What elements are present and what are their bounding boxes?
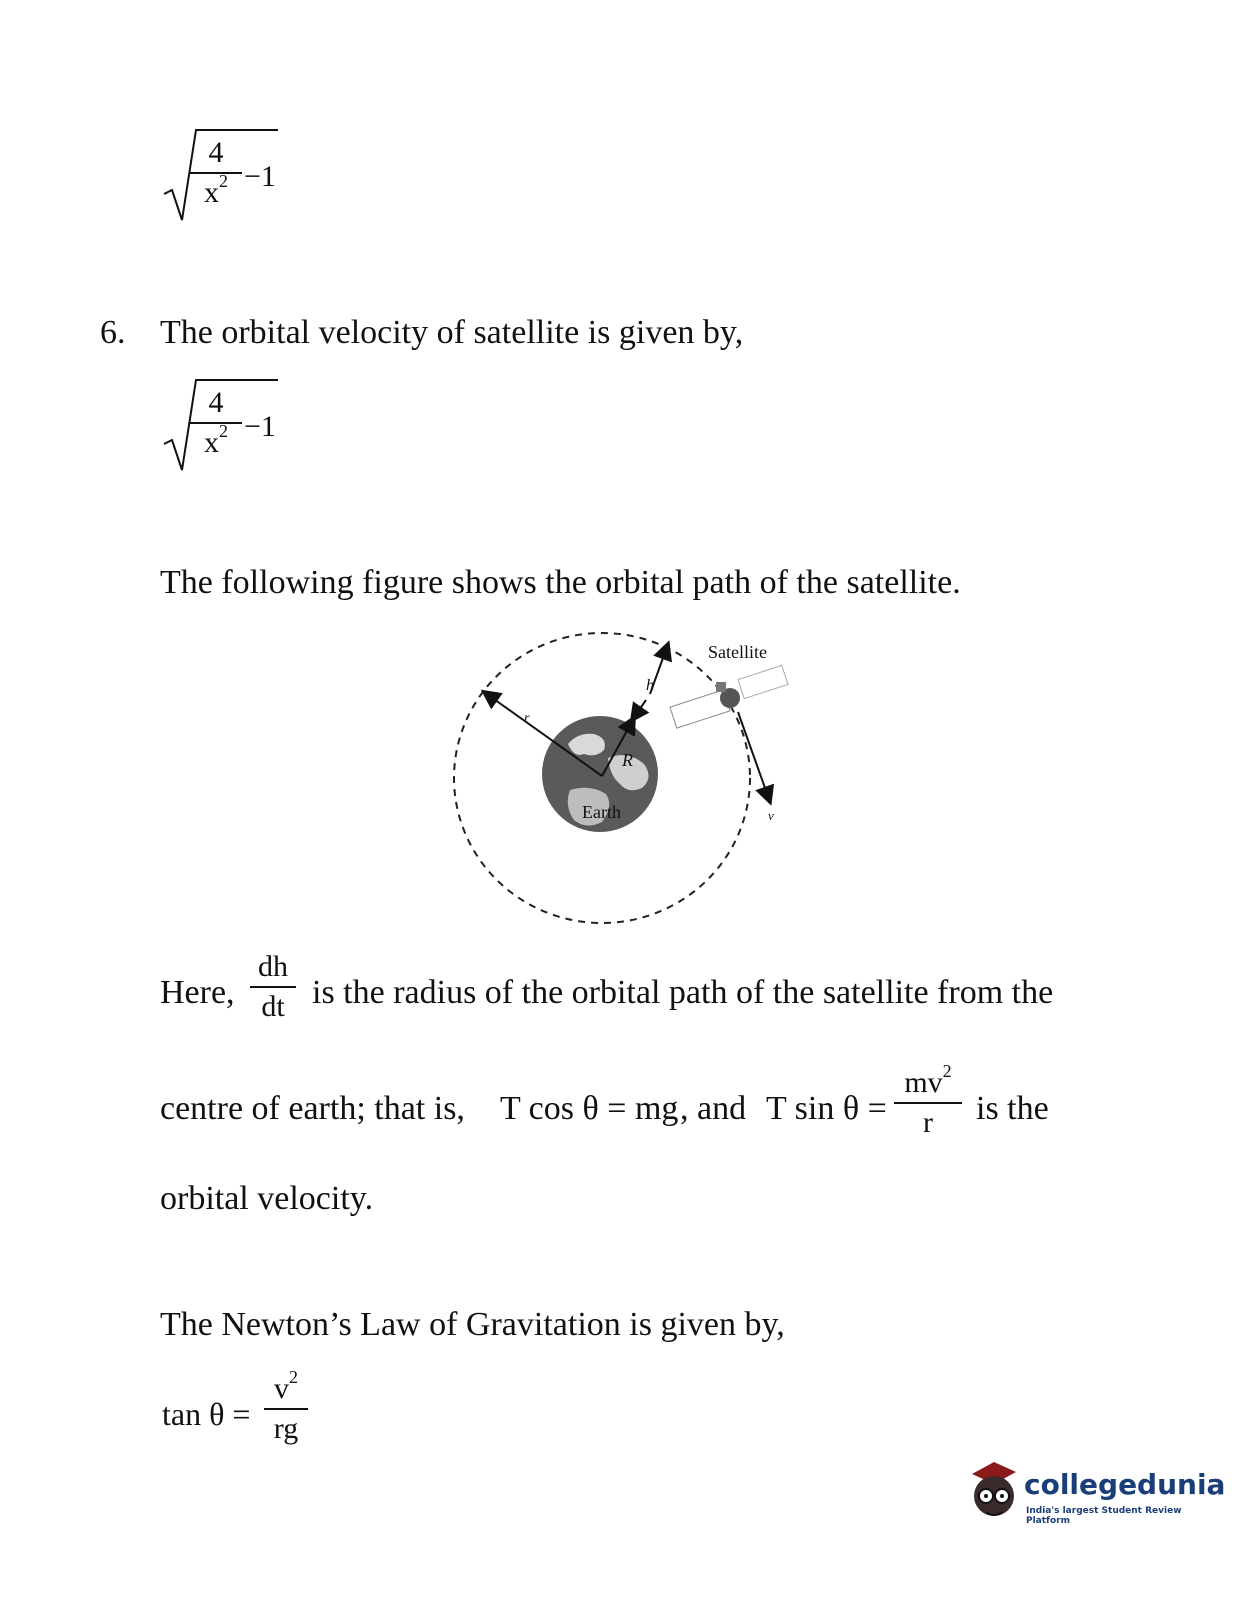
logo-name: collegedunia [1024,1468,1226,1501]
denominator: rg [273,1412,299,1445]
R-label: R [622,750,633,770]
numerator: mv [904,1066,943,1099]
equation-tsin: T sin θ = [766,1090,887,1127]
numerator: v [274,1372,289,1405]
para1-suffix: is the radius of the orbital path of the satellite from the [312,974,1054,1011]
numerator: 4 [208,386,224,419]
newton-law-text: The Newton’s Law of Gravitation is given by, [160,1306,785,1343]
denominator: x [204,176,219,209]
fraction-v2-over-rg [264,1367,308,1445]
h-label: h [646,677,654,694]
sqrt-expression-1 [160,124,280,224]
velocity-v-arrow [738,712,770,802]
exponent: 2 [942,1061,952,1081]
exponent: 2 [289,1367,298,1387]
equation-tcos: T cos θ = mg [500,1090,679,1127]
altitude-h-arrow-down [632,700,646,720]
fraction-dh-dt [250,952,296,1022]
v-label: v [768,808,774,823]
exponent: 2 [219,421,228,441]
sqrt-expression-2 [160,374,280,474]
denominator: x [204,426,219,459]
fraction-4-over-x2 [190,388,242,458]
para3-text: orbital velocity. [160,1180,374,1217]
para2-text3: is the [976,1090,1049,1127]
collegedunia-logo [964,1454,1226,1534]
question-text: The orbital velocity of satellite is given by, [160,314,744,351]
para2-text1: centre of earth; that is, [160,1090,465,1127]
para2-text2: , and [680,1090,747,1127]
logo-tagline: India's largest Student Review Platform [1026,1506,1182,1526]
numerator: 4 [208,136,224,169]
figure-caption: The following figure shows the orbital path of the satellite. [160,564,961,601]
orbit-diagram [440,618,820,928]
tan-theta-lhs: tan θ = [162,1396,251,1432]
satellite-label: Satellite [708,642,767,662]
r-label: r [524,711,530,726]
minus-one: −1 [244,160,276,193]
para1-prefix: Here, [160,974,235,1011]
denominator: r [923,1106,933,1139]
minus-one: −1 [244,410,276,443]
mascot-icon [964,1456,1022,1526]
denominator: dt [261,990,285,1023]
fraction-4-over-x2 [190,138,242,208]
exponent: 2 [219,171,228,191]
numerator: dh [258,950,288,983]
question-number: 6. [100,314,126,351]
earth-label: Earth [582,802,621,822]
fraction-mv2-over-r [894,1061,962,1139]
satellite-icon [670,665,788,728]
